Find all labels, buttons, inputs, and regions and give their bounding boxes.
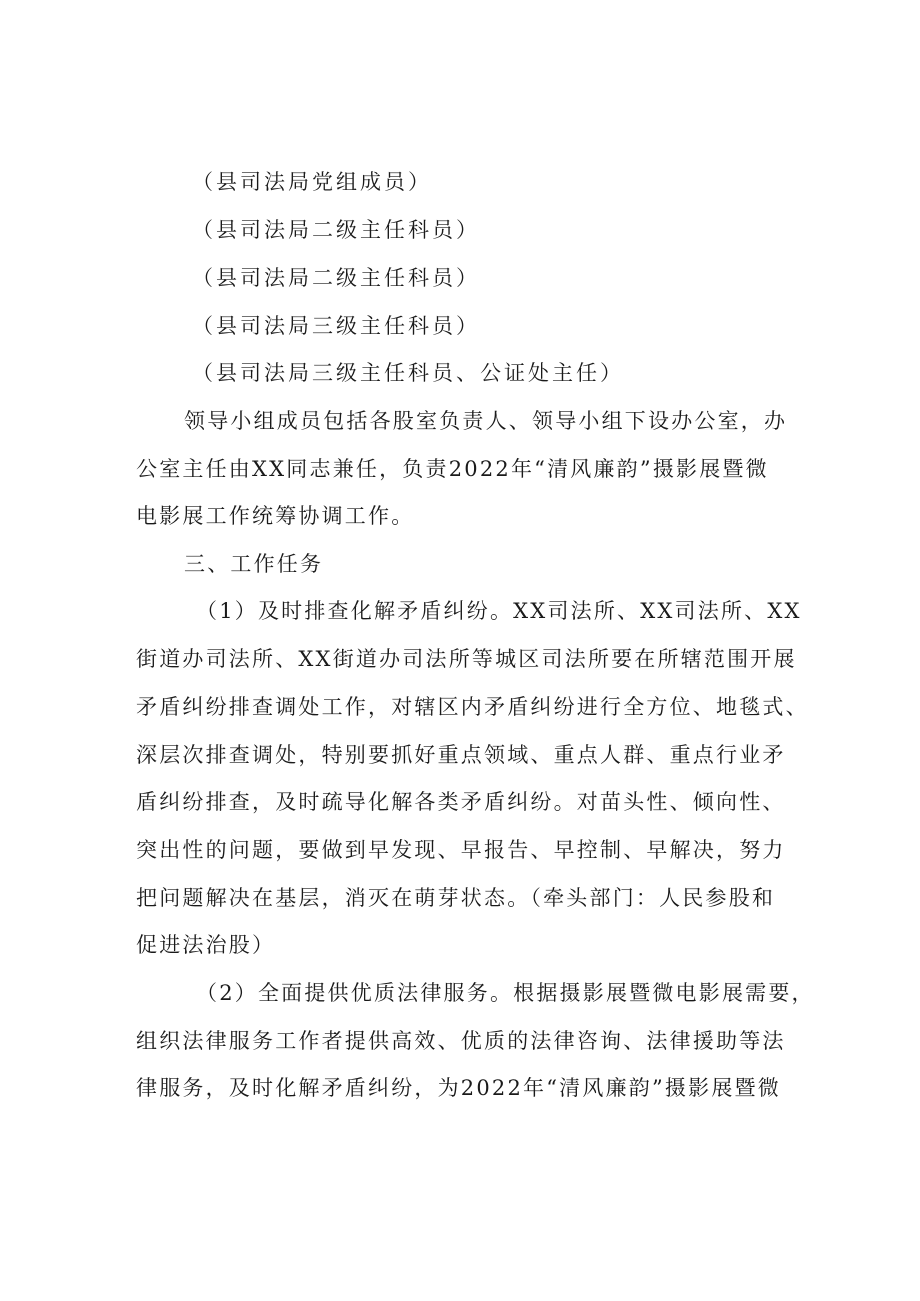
task1-line-1: （1）及时排查化解矛盾纠纷。XX司法所、XX司法所、XX (196, 599, 802, 623)
task2-line-2: 组织法律服务工作者提供高效、优质的法律咨询、法律援助等法 (136, 1029, 786, 1053)
task1-line-5: 盾纠纷排查，及时疏导化解各类矛盾纠纷。对苗头性、倾向性、 (136, 790, 786, 814)
member-line-1: （县司法局党组成员） (192, 170, 432, 194)
leadership-line-1: 领导小组成员包括各股室负责人、领导小组下设办公室，办 (184, 409, 788, 433)
task1-line-6: 突出性的问题，要做到早发现、早报告、早控制、早解决，努力 (136, 838, 786, 862)
task1-line-3: 矛盾纠纷排查调处工作，对辖区内矛盾纠纷进行全方位、地毯式、 (136, 695, 809, 719)
task2-line-1: （2）全面提供优质法律服务。根据摄影展暨微电影展需要， (196, 981, 815, 1005)
task1-line-8: 促进法治股） (136, 933, 276, 957)
section-heading: 三、工作任务 (184, 552, 324, 576)
leadership-line-3: 电影展工作统筹协调工作。 (136, 504, 415, 528)
leadership-line-2: 公室主任由XX同志兼任，负责2022年“清风廉韵”摄影展暨微 (136, 457, 769, 481)
member-line-2: （县司法局二级主任科员） (192, 218, 480, 242)
task2-line-3: 律服务，及时化解矛盾纠纷，为2022年“清风廉韵”摄影展暨微 (136, 1076, 781, 1100)
task1-line-7: 把问题解决在基层，消灭在萌芽状态。（牵头部门：人民参股和 (136, 886, 776, 910)
task1-line-2: 街道办司法所、XX街道办司法所等城区司法所要在所辖范围开展 (136, 647, 797, 671)
member-line-5: （县司法局三级主任科员、公证处主任） (192, 361, 624, 385)
task1-line-4: 深层次排查调处，特别要抓好重点领域、重点人群、重点行业矛 (136, 743, 786, 767)
member-line-3: （县司法局二级主任科员） (192, 266, 480, 290)
member-line-4: （县司法局三级主任科员） (192, 314, 480, 338)
